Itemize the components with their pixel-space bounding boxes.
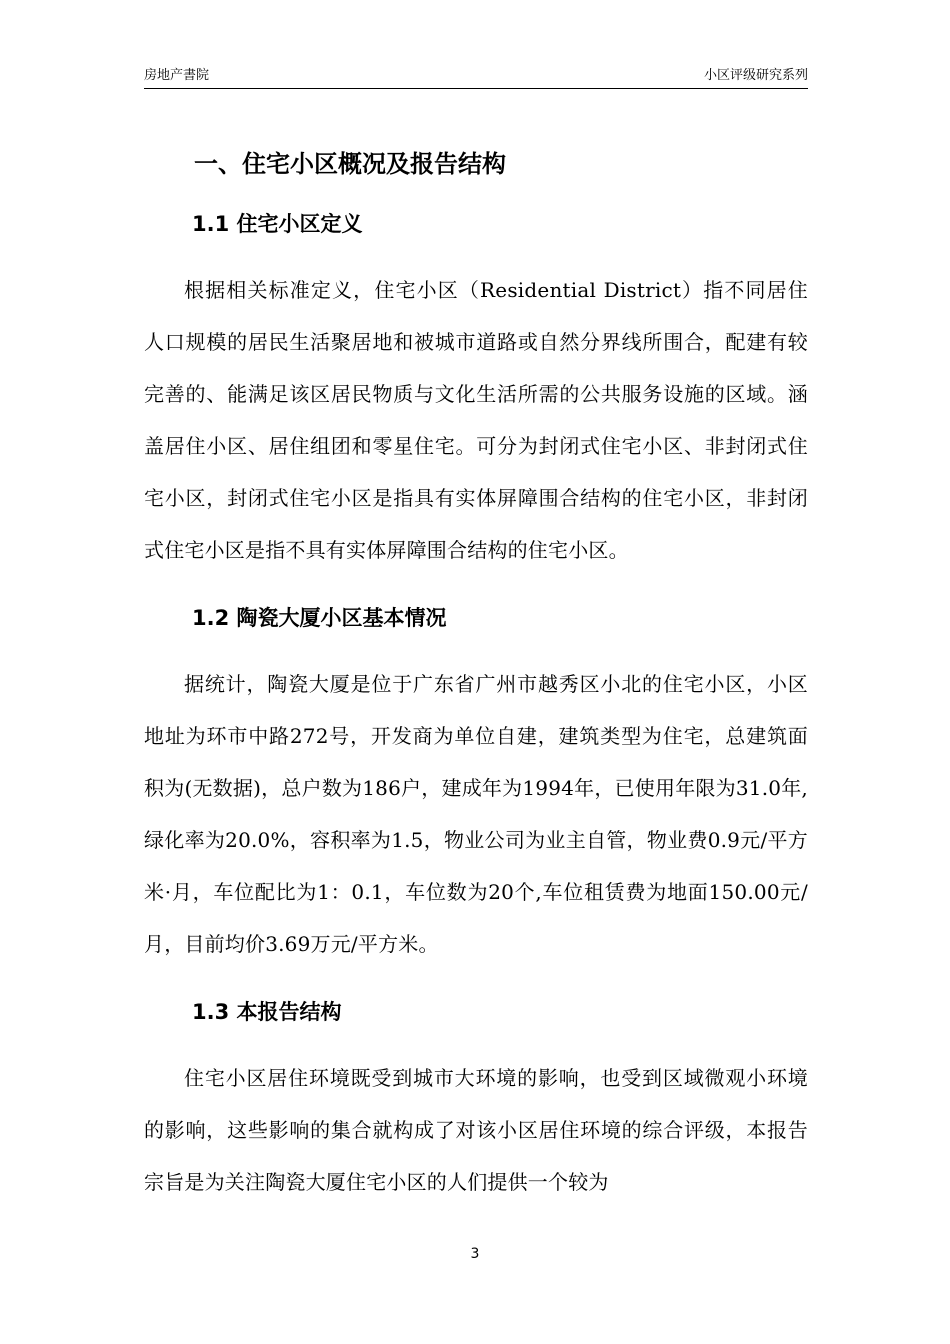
- section-paragraph-1-1: 根据相关标准定义，住宅小区（Residential District）指不同居住人口规模的居民生活聚居地和被城市道路或自然分界线所围合，配建有较完善的、能满足该区居民物质与文化生活所需的公共服务设施的区域。涵盖居住小区、居住组团和零星住宅。可分为封闭式住宅小区、非封闭式住宅小区，封闭式住宅小区是指具有实体屏障围合结构的住宅小区，非封闭式住宅小区是指不具有实体屏障围合结构的住宅小区。: [144, 278, 808, 562]
- header-right-text: 小区评级研究系列: [703, 68, 808, 83]
- header-left-text: 房地产書院: [144, 68, 210, 83]
- page-header: [144, 66, 808, 89]
- section-heading-1-3: 1.3 本报告结构: [192, 1000, 342, 1024]
- section-paragraph-1-2: 据统计，陶瓷大厦是位于广东省广州市越秀区小北的住宅小区，小区地址为环市中路272号，开发商为单位自建，建筑类型为住宅，总建筑面积为(无数据)，总户数为186户，建成年为1994年，已使用年限为31.0年,绿化率为20.0%，容积率为1.5，物业公司为业主自管，物业费0.9元/平方米·月，车位配比为1：0.1，车位数为20个,车位租赁费为地面150.00元/月，目前均价3.69万元/平方米。: [144, 672, 808, 956]
- page-number: 3: [470, 1246, 480, 1262]
- chapter-title: 一、住宅小区概况及报告结构: [194, 150, 506, 178]
- section-paragraph-1-3: 住宅小区居住环境既受到城市大环境的影响，也受到区域微观小环境的影响，这些影响的集合就构成了对该小区居住环境的综合评级，本报告宗旨是为关注陶瓷大厦住宅小区的人们提供一个较为: [144, 1066, 808, 1194]
- document-body: [144, 140, 808, 1208]
- section-heading-1-1: 1.1 住宅小区定义: [192, 212, 363, 236]
- section-heading-1-2: 1.2 陶瓷大厦小区基本情况: [192, 606, 447, 630]
